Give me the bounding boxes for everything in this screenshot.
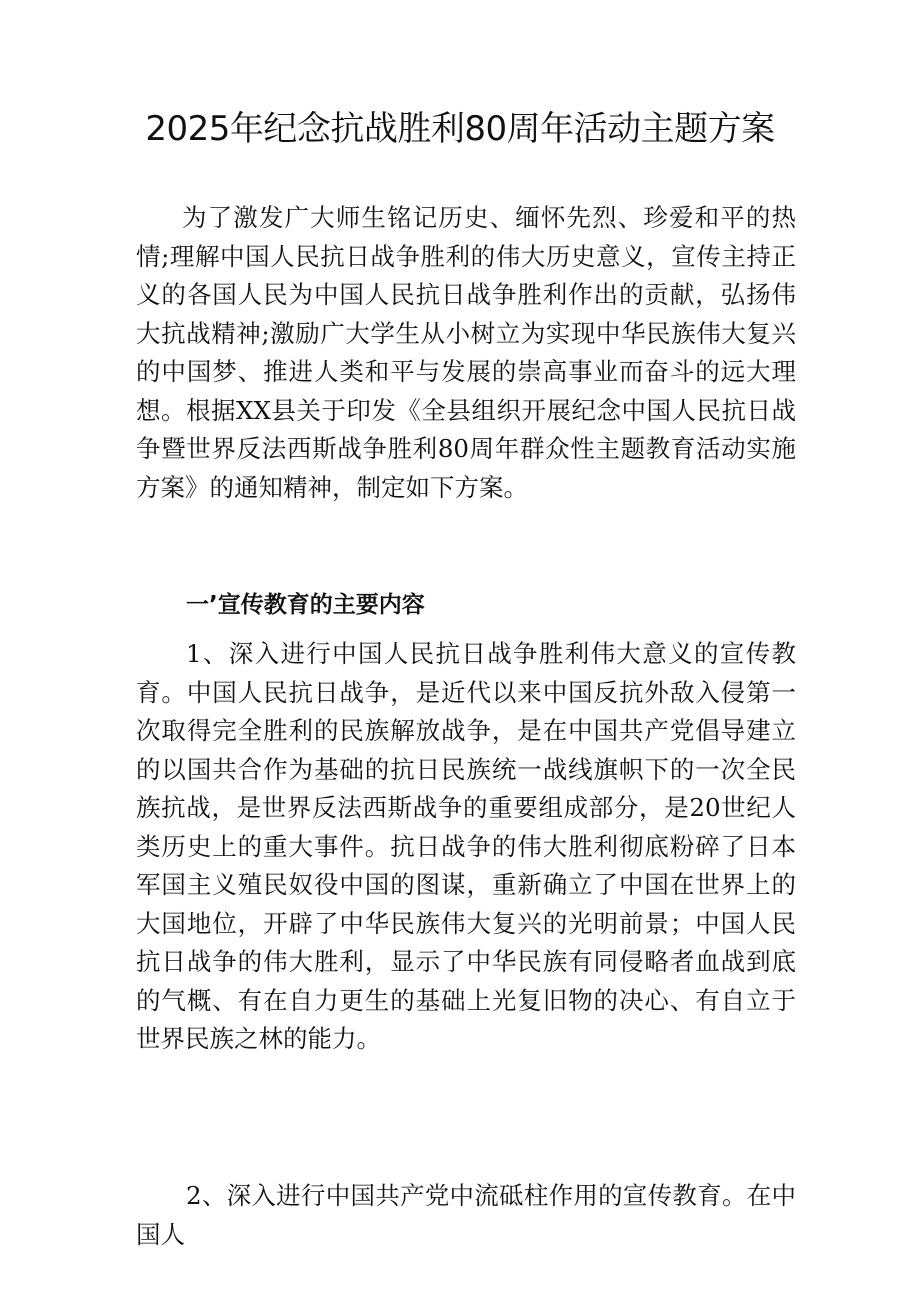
content-item-1: 1、深入进行中国人民抗日战争胜利伟大意义的宣传教育。中国人民抗日战争，是近代以来中国反抗外敌入侵第一次取得完全胜利的民族解放战争，是在中国共产党倡导建立的以国共合作为基础的抗日民族统一战线旗帜下的一次全民族抗战，是世界反法西斯战争的重要组成部分，是20世纪人类历史上的重大事件。抗日战争的伟大胜利彻底粉碎了日本军国主义殖民奴役中国的图谋，重新确立了中国在世界上的大国地位，开辟了中华民族伟大复兴的光明前景；中国人民抗日战争的伟大胜利，显示了中华民族有同侵略者血战到底的气概、有在自力更生的基础上光复旧物的决心、有自立于世界民族之林的能力。	[136, 639, 796, 1053]
content-item-2: 2、深入进行中国共产党中流砥柱作用的宣传教育。在中国人	[136, 1181, 796, 1249]
intro-paragraph: 为了激发广大师生铭记历史、缅怀先烈、珍爱和平的热情;理解中国人民抗日战争胜利的伟大历史意义，宣传主持正义的各国人民为中国人民抗日战争胜利作出的贡献，弘扬伟大抗战精神;激励广大学生从小树立为实现中华民族伟大复兴的中国梦、推进人类和平与发展的崇高事业而奋斗的远大理想。根据XX县关于印发《全县组织开展纪念中国人民抗日战争暨世界反法西斯战争胜利80周年群众性主题教育活动实施方案》的通知精神，制定如下方案。	[136, 203, 796, 502]
section-heading: 一’宣传教育的主要内容	[186, 592, 425, 618]
document-title: 2025年纪念抗战胜利80周年活动主题方案	[145, 109, 775, 149]
